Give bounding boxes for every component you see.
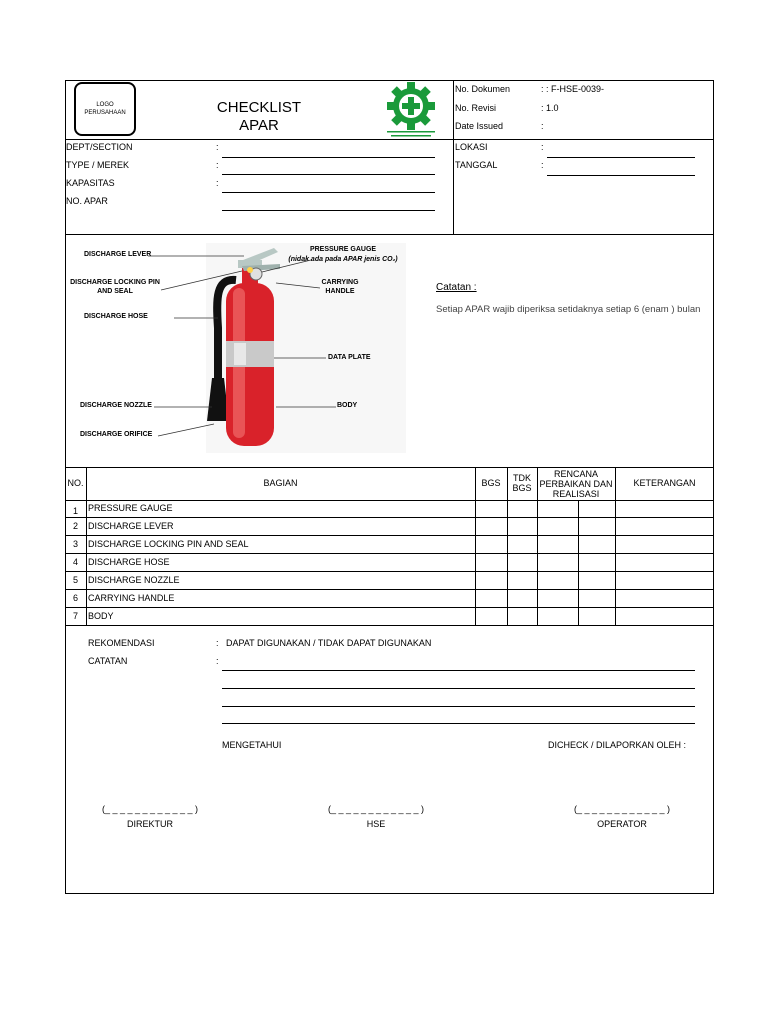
lokasi-field[interactable] [547, 157, 695, 158]
catatan-label: CATATAN [88, 656, 128, 666]
label-carrying-handle-line2: HANDLE [325, 288, 355, 295]
label-locking-pin-line2: AND SEAL [97, 288, 133, 295]
row-bagian: BODY [88, 611, 114, 621]
signer-hse: HSE [366, 819, 386, 829]
row-no: 3 [72, 539, 78, 549]
label-locking-pin-line1: DISCHARGE LOCKING PIN [70, 279, 160, 286]
label-discharge-nozzle: DISCHARGE NOZZLE [80, 402, 152, 409]
kapasitas-colon: : [216, 178, 219, 188]
label-pressure-gauge-line1: PRESSURE GAUGE [309, 246, 377, 253]
row-bagian: DISCHARGE LOCKING PIN AND SEAL [88, 539, 249, 549]
type-merek-field[interactable] [222, 174, 435, 175]
label-discharge-lever: DISCHARGE LEVER [84, 251, 152, 258]
no-apar-label: NO. APAR [66, 196, 108, 206]
label-pressure-gauge [283, 245, 403, 265]
table-bottom-border [65, 625, 714, 626]
revision-label: No. Revisi [455, 103, 497, 113]
table-top-border [65, 467, 714, 468]
label-body: BODY [337, 402, 358, 409]
doc-number-value: : : F-HSE-0039- [541, 84, 605, 94]
form-title [199, 99, 319, 135]
date-issued-value: : [541, 121, 544, 131]
header-bgs: BGS [481, 478, 501, 488]
title-line-1: CHECKLIST [216, 99, 302, 116]
row-no: 6 [72, 593, 78, 603]
type-merek-colon: : [216, 160, 219, 170]
revision-value: : 1.0 [541, 103, 559, 113]
catatan-line[interactable] [222, 688, 695, 689]
dept-section-colon: : [216, 142, 219, 152]
header-tdk-bgs [507, 473, 537, 493]
tanggal-colon: : [541, 160, 544, 170]
label-locking-pin [68, 278, 162, 296]
header-tdk-line2: BGS [512, 483, 532, 493]
row-no: 4 [72, 557, 78, 567]
doc-number-label: No. Dokumen [455, 84, 511, 94]
no-apar-field[interactable] [222, 210, 435, 211]
signer-operator: OPERATOR [597, 819, 647, 829]
signature-blank-direktur[interactable]: (_ _ _ _ _ _ _ _ _ _ _ _ ) [101, 804, 199, 814]
row-no: 5 [72, 575, 78, 585]
header-divider-vertical [453, 80, 454, 235]
date-issued-label: Date Issued [455, 121, 504, 131]
col-divider-no [86, 467, 87, 625]
row-divider [65, 571, 714, 572]
header-bagian: BAGIAN [263, 478, 298, 488]
catatan-line[interactable] [222, 723, 695, 724]
title-line-2: APAR [239, 117, 279, 134]
row-bagian: PRESSURE GAUGE [88, 503, 173, 513]
label-carrying-handle [310, 278, 370, 296]
dicheck-label: DICHECK / DILAPORKAN OLEH : [548, 740, 687, 750]
row-divider [65, 535, 714, 536]
kapasitas-field[interactable] [222, 192, 435, 193]
row-bagian: DISCHARGE HOSE [88, 557, 170, 567]
kapasitas-label: KAPASITAS [66, 178, 115, 188]
label-discharge-hose: DISCHARGE HOSE [84, 313, 148, 320]
col-divider-rencana [615, 467, 616, 625]
col-divider-bagian [475, 467, 476, 625]
rekomendasi-label: REKOMENDASI [88, 638, 155, 648]
row-divider [65, 517, 714, 518]
header-no: NO. [67, 478, 84, 488]
label-carrying-handle-line1: CARRYING [321, 279, 359, 286]
tanggal-field[interactable] [547, 175, 695, 176]
label-data-plate: DATA PLATE [328, 354, 371, 361]
row-no: 2 [72, 521, 78, 531]
dept-section-field[interactable] [222, 157, 435, 158]
note-title: Catatan : [436, 282, 477, 293]
signer-direktur: DIREKTUR [126, 819, 173, 829]
signature-blank-operator[interactable]: (_ _ _ _ _ _ _ _ _ _ _ _ ) [573, 804, 671, 814]
rekomendasi-colon: : [216, 638, 219, 648]
fire-extinguisher-diagram [66, 238, 411, 456]
table-header-bottom [65, 500, 714, 501]
header-keterangan: KETERANGAN [633, 478, 696, 488]
row-divider [65, 607, 714, 608]
header-rencana-line1: RENCANA [553, 469, 598, 479]
rekomendasi-options[interactable]: DAPAT DIGUNAKAN / TIDAK DAPAT DIGUNAKAN [226, 638, 432, 648]
note-text: Setiap APAR wajib diperiksa setidaknya setiap 6 (enam ) bulan [436, 304, 701, 315]
row-divider [65, 589, 714, 590]
catatan-line[interactable] [222, 670, 695, 671]
logo-line-1: LOGO [96, 102, 114, 108]
label-discharge-orifice: DISCHARGE ORIFICE [80, 431, 153, 438]
header-divider [65, 139, 714, 140]
header-rencana-line2: PERBAIKAN DAN [539, 479, 613, 489]
mengetahui-label: MENGETAHUI [222, 740, 282, 750]
row-no: 7 [72, 611, 78, 621]
dept-section-label: DEPT/SECTION [66, 142, 133, 152]
col-divider-rencana-split [578, 500, 579, 625]
tanggal-label: TANGGAL [455, 160, 498, 170]
catatan-colon: : [216, 656, 219, 666]
row-divider [65, 553, 714, 554]
type-merek-label: TYPE / MEREK [66, 160, 130, 170]
header-rencana [537, 469, 615, 499]
k3-safety-logo-icon [385, 82, 437, 138]
header-rencana-line3: REALISASI [552, 489, 600, 499]
lokasi-label: LOKASI [455, 142, 488, 152]
header-tdk-line1: TDK [513, 473, 531, 483]
logo-line-2: PERUSAHAAN [84, 110, 126, 116]
catatan-line[interactable] [222, 706, 695, 707]
row-bagian: CARRYING HANDLE [88, 593, 175, 603]
info-divider [65, 234, 714, 235]
company-logo-placeholder [74, 82, 136, 136]
row-bagian: DISCHARGE LEVER [88, 521, 174, 531]
signature-blank-hse[interactable]: (_ _ _ _ _ _ _ _ _ _ _ _ ) [327, 804, 425, 814]
row-no: 1 [72, 506, 78, 516]
label-pressure-gauge-note: (nidak ada pada APAR jenis CO₂) [288, 256, 398, 263]
row-bagian: DISCHARGE NOZZLE [88, 575, 180, 585]
lokasi-colon: : [541, 142, 544, 152]
